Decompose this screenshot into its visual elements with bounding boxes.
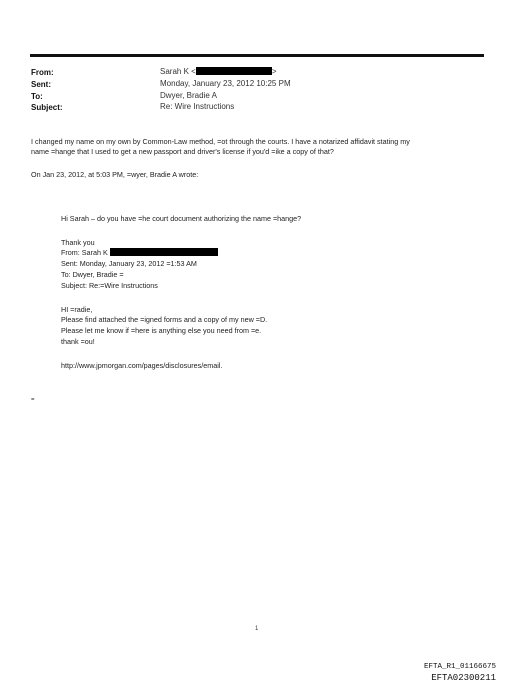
bates-stamp-primary: EFTA_R1_01166675 — [423, 663, 496, 671]
thank-you-text: Thank you — [61, 238, 95, 247]
message-line-3: thank =ou! — [61, 337, 95, 346]
quoted-sent-line: Sent: Monday, January 23, 2012 =1:53 AM — [61, 259, 197, 268]
message-line-2: Please let me know if =here is anything else you need from =e. — [61, 326, 262, 335]
sent-label: Sent: — [31, 80, 51, 89]
message-line-1: Please find attached the =igned forms and a copy of my new =D. — [61, 315, 268, 324]
from-value — [160, 67, 276, 77]
from-bracket: > — [271, 67, 277, 76]
body-paragraph-line-1: I changed my name on my own by Common-Law method, =ot through the courts. I have a notarized affidavit stating my — [31, 137, 410, 146]
header-divider — [30, 54, 484, 57]
bates-stamp-secondary: EFTA02300211 — [431, 673, 496, 683]
from-label: From: — [31, 68, 54, 77]
quoted-from-line — [61, 248, 218, 258]
body-paragraph-line-2: name =hange that I used to get a new passport and driver's license if you'd =ike a copy of that? — [31, 147, 334, 156]
redaction-bar — [110, 248, 218, 256]
sent-value: Monday, January 23, 2012 10:25 PM — [160, 79, 291, 88]
disclosure-link[interactable]: http://www.jpmorgan.com/pages/disclosures/email. — [61, 361, 223, 370]
greeting-line: HI =radie, — [61, 305, 93, 314]
to-label: To: — [31, 92, 43, 101]
subject-value: Re: Wire Instructions — [160, 102, 235, 111]
quote-attribution: On Jan 23, 2012, at 5:03 PM, =wyer, Bradie A wrote: — [31, 170, 199, 179]
quoted-from-text: From: Sarah K — [61, 248, 108, 257]
quoted-question: Hi Sarah – do you have =he court document authorizing the name =hange? — [61, 214, 302, 223]
page-number: 1 — [255, 626, 259, 632]
quoted-to-line: To: Dwyer, Bradie = — [61, 270, 124, 279]
redaction-bar — [196, 67, 272, 75]
from-sender-name: Sarah K < — [160, 67, 196, 76]
stray-character: = — [31, 397, 35, 403]
subject-label: Subject: — [31, 103, 63, 112]
to-value: Dwyer, Bradie A — [160, 91, 217, 100]
quoted-subject-line: Subject: Re:=Wire Instructions — [61, 281, 158, 290]
